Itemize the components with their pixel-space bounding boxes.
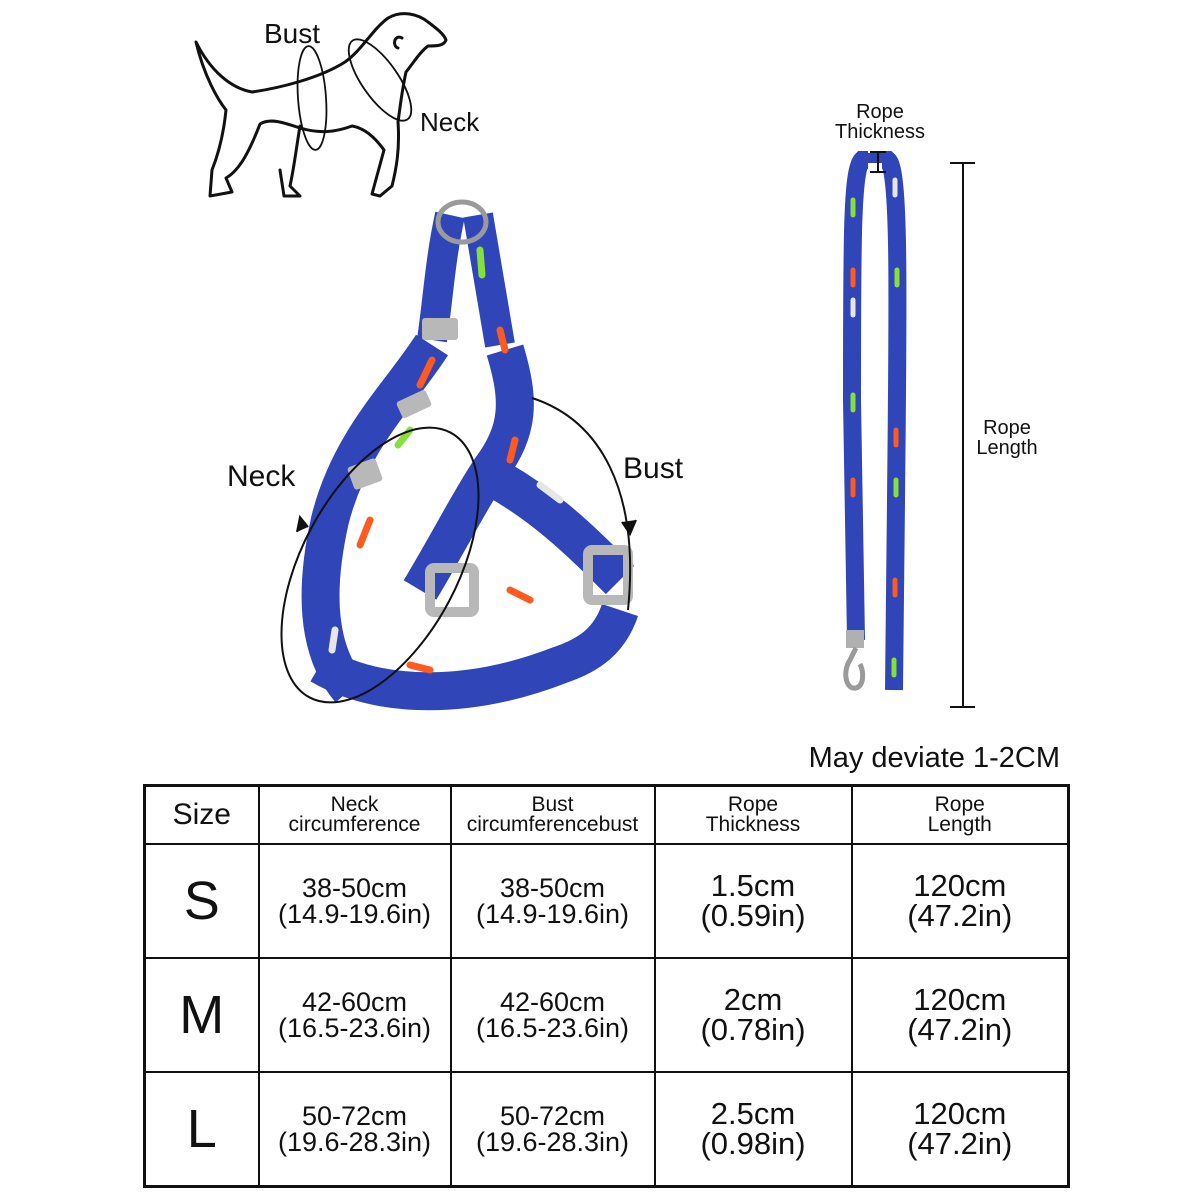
size-table (143, 784, 1070, 1188)
bust-cell: 42-60cm (16.5-23.6in) (451, 958, 655, 1072)
leash-icon (846, 158, 898, 690)
bust-cell: 50-72cm (19.6-28.3in) (451, 1072, 655, 1187)
header-neck: Neck circumference (259, 786, 451, 845)
thickness-cell: 2cm (0.78in) (655, 958, 852, 1072)
table-row (145, 958, 1069, 1072)
harness-bust-label: Bust (623, 452, 684, 485)
bust-cell: 38-50cm (14.9-19.6in) (451, 844, 655, 958)
neck-cell: 42-60cm (16.5-23.6in) (259, 958, 451, 1072)
thickness-cell: 1.5cm (0.59in) (655, 844, 852, 958)
length-cell: 120cm (47.2in) (852, 958, 1069, 1072)
thickness-cell: 2.5cm (0.98in) (655, 1072, 852, 1187)
harness-icon (320, 202, 628, 691)
length-cell: 120cm (47.2in) (852, 844, 1069, 958)
size-cell: L (145, 1072, 259, 1187)
header-rope-length: Rope Length (852, 786, 1069, 845)
deviation-note: May deviate 1-2CM (808, 742, 1060, 774)
dog-neck-label: Neck (420, 107, 480, 137)
neck-cell: 50-72cm (19.6-28.3in) (259, 1072, 451, 1187)
size-cell: S (145, 844, 259, 958)
neck-cell: 38-50cm (14.9-19.6in) (259, 844, 451, 958)
table-row (145, 844, 1069, 958)
header-size: Size (145, 786, 259, 845)
table-row (145, 1072, 1069, 1187)
length-cell: 120cm (47.2in) (852, 1072, 1069, 1187)
rope-length-label: Rope Length (976, 417, 1038, 459)
header-rope-thickness: Rope Thickness (655, 786, 852, 845)
harness-neck-label: Neck (227, 460, 296, 493)
dog-bust-label: Bust (264, 18, 321, 49)
size-cell: M (145, 958, 259, 1072)
dog-outline-icon (196, 14, 446, 196)
header-bust: Bust circumferencebust (451, 786, 655, 845)
table-header-row (145, 786, 1069, 845)
rope-thickness-label: Rope Thickness (834, 101, 926, 143)
